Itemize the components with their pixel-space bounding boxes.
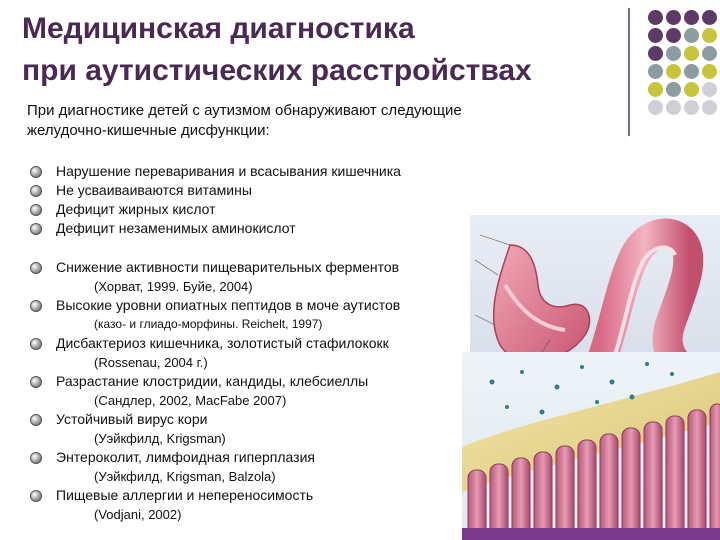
reference-text: (Хорват, 1999. Буйе, 2004) xyxy=(94,279,253,294)
bullet-icon xyxy=(30,300,42,312)
dot xyxy=(648,46,663,61)
bullet-icon xyxy=(30,414,42,426)
list-item-text: Нарушение переваривания и всасывания кишечника xyxy=(56,163,401,179)
intro-line-1: При диагностике детей с аутизмом обнаруживают следующие xyxy=(27,102,462,119)
list-item-text: Дефицит жирных кислот xyxy=(56,201,216,217)
dot xyxy=(702,46,717,61)
dot xyxy=(648,100,663,115)
dot xyxy=(702,64,717,79)
list-item xyxy=(30,258,470,296)
list-item-text: Дефицит незаменимых аминокислот xyxy=(56,220,296,236)
list-item xyxy=(30,162,470,181)
list-item xyxy=(30,486,470,524)
list-item xyxy=(30,296,470,334)
decorative-dot-grid xyxy=(640,10,720,120)
bullet-icon xyxy=(30,490,42,502)
dot xyxy=(684,28,699,43)
dot xyxy=(702,82,717,97)
list-item-text: Энтероколит, лимфоидная гиперплазия xyxy=(56,449,315,465)
dysfunction-list xyxy=(30,162,470,524)
dot xyxy=(666,82,681,97)
dot xyxy=(684,82,699,97)
list-item xyxy=(30,219,470,238)
reference-text: (Уэйкфилд, Krigsman, Balzola) xyxy=(94,469,276,484)
title-divider xyxy=(628,8,630,136)
list-item-text: Разрастание клостридии, кандиды, клебсиеллы xyxy=(56,373,369,389)
bullet-icon xyxy=(30,185,42,197)
dot xyxy=(684,100,699,115)
dot xyxy=(702,10,717,25)
list-item-text: Устойчивый вирус кори xyxy=(56,411,208,427)
intestinal-villi-illustration xyxy=(462,352,720,540)
intro-text xyxy=(27,101,587,141)
list-item xyxy=(30,448,470,486)
list-item-text: Дисбактериоз кишечника, золотистый стафилококк xyxy=(56,335,389,351)
dot xyxy=(702,100,717,115)
dot xyxy=(666,46,681,61)
list-item-text: Пищевые аллергии и непереносимость xyxy=(56,487,314,503)
bullet-icon xyxy=(30,262,42,274)
dot xyxy=(648,28,663,43)
title-line-1: Медицинская диагностика xyxy=(22,12,415,45)
reference-text: (казо- и глиадо-морфины. Reichelt, 1997) xyxy=(94,317,323,331)
reference-text: (Сандлер, 2002, MacFabe 2007) xyxy=(94,393,287,408)
dot xyxy=(648,10,663,25)
dot xyxy=(648,82,663,97)
list-item xyxy=(30,334,470,372)
list-item-text: Высокие уровни опиатных пептидов в моче аутистов xyxy=(56,297,401,313)
stomach-illustration xyxy=(470,215,720,375)
list-item-text: Не усваиваиваются витамины xyxy=(56,182,252,198)
list-spacer xyxy=(30,238,470,258)
dot xyxy=(666,28,681,43)
bullet-icon xyxy=(30,376,42,388)
intro-line-2: желудочно-кишечные дисфункции: xyxy=(27,122,270,139)
bullet-icon xyxy=(30,166,42,178)
dot xyxy=(648,64,663,79)
bullet-icon xyxy=(30,452,42,464)
dot xyxy=(666,64,681,79)
bullet-icon xyxy=(30,223,42,235)
list-item-text: Снижение активности пищеварительных ферментов xyxy=(56,259,400,275)
dot xyxy=(684,64,699,79)
dot xyxy=(666,100,681,115)
page-title xyxy=(22,8,622,92)
dot xyxy=(684,46,699,61)
list-item xyxy=(30,181,470,200)
dot xyxy=(666,10,681,25)
reference-text: (Rossenau, 2004 г.) xyxy=(94,355,208,370)
reference-text: (Уэйкфилд, Krigsman) xyxy=(94,431,226,446)
reference-text: (Vodjani, 2002) xyxy=(94,507,182,522)
dot xyxy=(684,10,699,25)
bullet-icon xyxy=(30,204,42,216)
title-line-2: при аутистических расстройствах xyxy=(22,54,532,87)
list-item xyxy=(30,200,470,219)
dot xyxy=(702,28,717,43)
bullet-icon xyxy=(30,338,42,350)
list-item xyxy=(30,410,470,448)
list-item xyxy=(30,372,470,410)
